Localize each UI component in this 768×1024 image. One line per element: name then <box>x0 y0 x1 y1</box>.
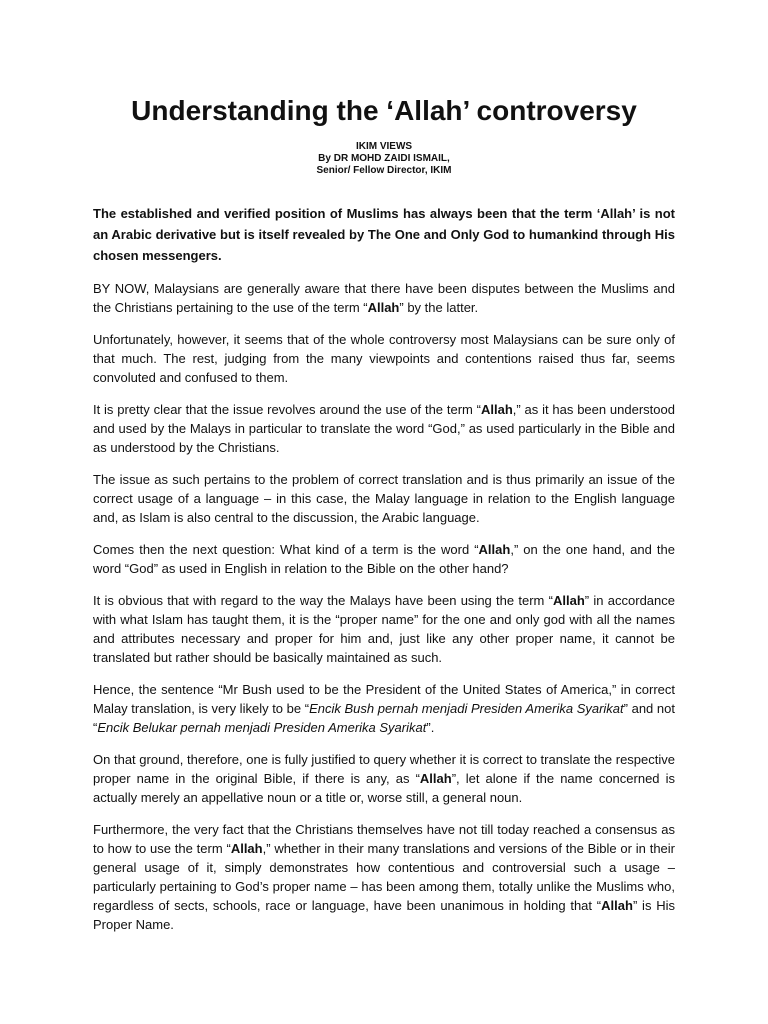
paragraph-9: Furthermore, the very fact that the Christians themselves have not till today reached a consensus as to how to use the term “Allah,” whether in their many translations and versions of the Bible or in their general usage of it, simply demonstrates how contentious and controversial such a usage – particularly pertaining to God’s proper name – has been among them, totally unlike the Muslims who, regardless of sects, schools, race or language, have been unanimous in holding that “Allah” is His Proper Name. <box>93 822 676 932</box>
term-allah: Allah <box>367 300 400 315</box>
article-title: Understanding the ‘Allah’ controversy <box>131 95 637 126</box>
paragraph-6: It is obvious that with regard to the way the Malays have been using the term “Allah” in accordance with what Islam has taught them, it is the “proper name” for the one and only god with all the names and attributes necessary and proper for him and, just like any other proper name, it cannot be translated but rather should be basically maintained as such. <box>93 593 675 665</box>
term-allah: Allah <box>553 593 585 608</box>
paragraph-5: Comes then the next question: What kind of a term is the word “Allah,” on the one hand, and the word “God” as used in English in relation to the Bible on the other hand? <box>93 542 675 576</box>
malay-translation-correct: Encik Bush pernah menjadi Presiden Amerika Syarikat <box>309 701 624 716</box>
paragraph-7: Hence, the sentence “Mr Bush used to be the President of the United States of America,” in correct Malay translation, is very likely to be “Encik Bush pernah menjadi Presiden Amerika Syarikat” and not “Encik Belukar pernah menjadi Presiden Amerika Syarikat”. <box>93 682 675 735</box>
paragraph-8: On that ground, therefore, one is fully justified to query whether it is correct to translate the respective proper name in the original Bible, if there is any, as “Allah”, let alone if the name concerned is actually merely an appellative noun or a title or, worse still, a general noun. <box>93 752 676 805</box>
term-allah: Allah <box>601 898 633 913</box>
byline-position: Senior/ Fellow Director, IKIM <box>316 165 452 176</box>
term-allah: Allah <box>478 542 511 557</box>
term-allah: Allah <box>419 771 452 786</box>
paragraph-1: BY NOW, Malaysians are generally aware that there have been disputes between the Muslims and the Christians pertaining to the use of the term “Allah” by the latter. <box>93 281 675 315</box>
malay-translation-incorrect: Encik Belukar pernah menjadi Presiden Amerika Syarikat <box>97 720 427 735</box>
article-lead: The established and verified position of Muslims has always been that the term ‘Allah’ is not an Arabic derivative but is itself revealed by The One and Only God to humankind through His chosen messengers. <box>93 206 675 263</box>
term-allah: Allah <box>230 841 263 856</box>
byline-section: IKIM VIEWS <box>355 141 413 152</box>
byline-author: By DR MOHD ZAIDI ISMAIL, <box>318 153 450 164</box>
paragraph-3: It is pretty clear that the issue revolves around the use of the term “Allah,” as it has been understood and used by the Malays in particular to translate the word “God,” as used particularly in the Bible and as understood by the Christians. <box>93 402 675 455</box>
paragraph-4: The issue as such pertains to the problem of correct translation and is thus primarily an issue of the correct usage of a language – in this case, the Malay language in relation to the English language and, as Islam is also central to the discussion, the Arabic language. <box>93 472 675 525</box>
article-byline <box>93 141 675 177</box>
term-allah: Allah <box>481 402 513 417</box>
paragraph-2: Unfortunately, however, it seems that of the whole controversy most Malaysians can be sure only of that much. The rest, judging from the many viewpoints and contentions raised thus far, seems convoluted and confused to them. <box>93 332 675 385</box>
